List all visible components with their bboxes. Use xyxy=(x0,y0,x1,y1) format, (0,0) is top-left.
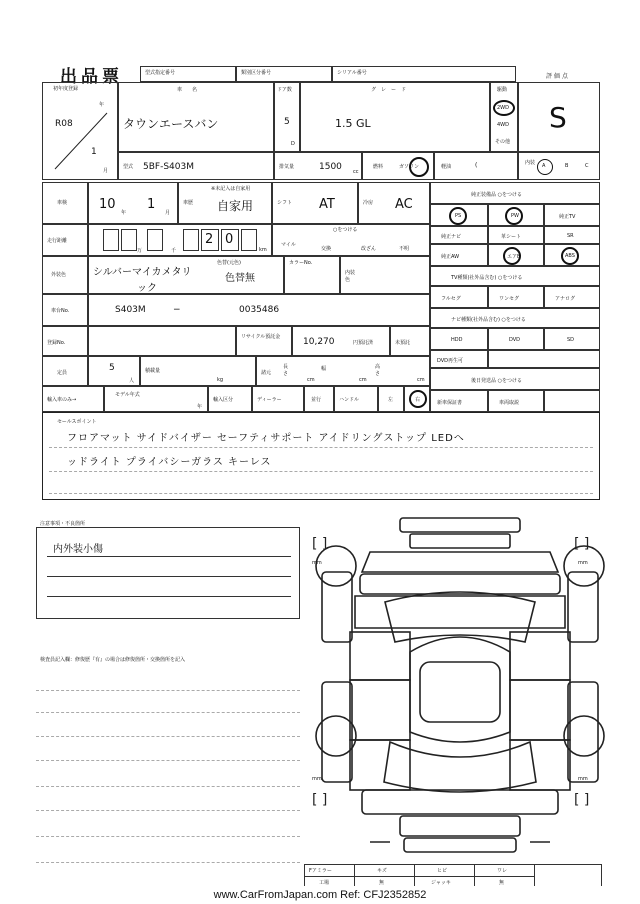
notes-rule xyxy=(47,596,291,597)
sen-unit: 千 xyxy=(171,248,177,254)
history-cell xyxy=(178,182,272,224)
inspector-label: 検査員記入欄：修復歴『有』の場合は修復箇所・交換箇所を記入 xyxy=(40,657,186,663)
navi-cell xyxy=(544,328,600,350)
drive-4wd: 4WD xyxy=(497,122,509,128)
doors-label: ドア数 xyxy=(277,87,292,93)
dvd-blank xyxy=(488,350,600,368)
svg-text:[ ]: [ ] xyxy=(312,792,328,808)
inspector-rule xyxy=(36,836,300,837)
reg-cell xyxy=(88,326,236,356)
fuel-cell xyxy=(362,152,434,180)
first-reg-year: R08 xyxy=(55,119,73,129)
notes-text: 内外装小傷 xyxy=(53,544,103,555)
inspection-month-unit: 月 xyxy=(165,210,171,216)
docs-title: 後日発送品 ○をつける xyxy=(471,378,522,384)
orig-color-label: 色替(元色) xyxy=(217,260,241,266)
load-cell xyxy=(140,356,256,386)
chassis-dash: − xyxy=(173,305,181,315)
legend-table xyxy=(304,864,602,888)
exterior: シルバーマイカメタリ xyxy=(93,267,192,278)
grade-cell xyxy=(300,82,490,152)
reg-label-cell xyxy=(42,326,88,356)
model-year-cell xyxy=(104,386,208,412)
recycle-unpaid-cell xyxy=(390,326,430,356)
drive-circle xyxy=(493,100,515,116)
drive-cell xyxy=(490,82,518,152)
mileage-digit-box xyxy=(221,229,239,251)
doors: 5 xyxy=(284,117,290,127)
navi-title-cell xyxy=(430,308,600,328)
legend-value-text: 工場 xyxy=(319,880,330,886)
history-label: 車歴 xyxy=(183,200,194,206)
model-year-unit: 年 xyxy=(197,404,203,410)
exterior-cell xyxy=(88,256,284,294)
dims-label: 諸元 xyxy=(261,370,272,376)
recycle: 10,270 xyxy=(303,337,335,347)
import-class-cell xyxy=(208,386,252,412)
inspection-label-cell xyxy=(42,182,88,224)
light-oil-cell xyxy=(434,152,518,180)
inspection-year: 10 xyxy=(99,197,116,212)
navi-sd: SD xyxy=(567,337,575,343)
handle-label: ハンドル xyxy=(339,397,360,403)
svg-text:[ ]: [ ] xyxy=(574,536,590,552)
fuel-label: 燃料 xyxy=(373,164,384,170)
navi-dvd: DVD xyxy=(509,337,521,343)
recycle-unpaid: 未預託 xyxy=(395,340,411,346)
legend-value-text: ジャッキ xyxy=(431,880,451,886)
eq-cell xyxy=(544,244,600,266)
sales-rule xyxy=(49,493,593,494)
chassis-no: 0035486 xyxy=(239,305,280,315)
recycle-cell xyxy=(292,326,390,356)
eq-cell xyxy=(544,204,600,226)
model: 5BF-S403M xyxy=(143,162,194,172)
month-unit: 月 xyxy=(103,168,109,174)
category-box xyxy=(236,66,332,82)
light-oil-label: 軽油 xyxy=(441,164,452,170)
grade-label: グ レ ー ド xyxy=(371,87,407,93)
km-unit: km xyxy=(259,247,267,253)
tv-analog: アナログ xyxy=(555,296,576,302)
interior-c: C xyxy=(585,163,589,169)
docs-title-cell xyxy=(430,368,600,390)
shift-cell xyxy=(272,182,358,224)
mileage-digit: 0 xyxy=(225,232,234,247)
chassis-label-cell xyxy=(42,294,88,326)
tv-title: TV種類(社外品含む) ○をつける xyxy=(451,275,523,281)
inspector-rule xyxy=(36,810,300,811)
left-cell xyxy=(378,386,404,412)
interior-color-label: 内装色 xyxy=(345,270,356,283)
navi-cell xyxy=(488,328,544,350)
mileage-label-cell xyxy=(42,224,88,256)
mm-label: mm xyxy=(578,560,588,566)
inspector-rule xyxy=(36,690,300,691)
ac: AC xyxy=(395,197,413,212)
ac-cell xyxy=(358,182,430,224)
recycle-label: リサイクル預託金 xyxy=(241,334,281,340)
tv-one: ワンセグ xyxy=(499,296,520,302)
displacement: 1500 xyxy=(319,162,342,172)
import-label-cell xyxy=(42,386,104,412)
right-cell xyxy=(404,386,430,412)
interior-b: B xyxy=(565,163,569,169)
exterior-cont: ック xyxy=(137,283,157,294)
docs-manual: 車両取説 xyxy=(499,400,520,406)
shift: AT xyxy=(319,197,335,212)
inspection-label: 車検 xyxy=(57,200,68,206)
eq-cell xyxy=(544,226,600,244)
recycle-label-cell xyxy=(236,326,292,356)
navi-title: ナビ種類(社外品含む) ○をつける xyxy=(451,317,526,323)
dealer-cell xyxy=(252,386,304,412)
score-label: 評 価 点 xyxy=(546,73,568,80)
document-title: 出品票 xyxy=(60,67,123,87)
category-label: 類別区分番号 xyxy=(241,70,272,76)
eq-tv: 純正TV xyxy=(559,214,576,220)
navi-hdd: HDD xyxy=(451,337,463,343)
footer-watermark: www.CarFromJapan.com Ref: CFJ2352852 xyxy=(0,886,640,904)
interior-label: 内装 xyxy=(525,160,536,166)
displacement-cell xyxy=(274,152,362,180)
model-label: 型式 xyxy=(123,164,134,170)
eq-cell xyxy=(430,226,488,244)
svg-text:[ ]: [ ] xyxy=(574,792,590,808)
sales-line-1: フロアマット サイドバイザー セーフティサポート アイドリングストップ LEDへ xyxy=(67,433,465,444)
import-class-label: 輸入区分 xyxy=(213,397,234,403)
eq-abs-circle xyxy=(561,247,579,265)
serial-label: シリアル番号 xyxy=(337,70,367,76)
eq-cell xyxy=(488,244,544,266)
handle-cell xyxy=(334,386,378,412)
eq-cell xyxy=(430,204,488,226)
year-unit: 年 xyxy=(99,102,105,108)
sales-rule xyxy=(49,447,593,448)
width-label: 幅 xyxy=(321,366,327,372)
dvd-label: DVD再生可 xyxy=(437,358,464,364)
inspection-cell xyxy=(88,182,178,224)
grade: 1.5 GL xyxy=(335,117,371,130)
chassis-label: 車台No. xyxy=(51,308,70,314)
shift-label: シフト xyxy=(277,200,293,206)
eq-pw: PW xyxy=(511,213,519,219)
car-diagram xyxy=(300,512,620,874)
interior-color-cell xyxy=(340,256,430,294)
serial-box xyxy=(332,66,516,82)
mm-label: mm xyxy=(312,560,322,566)
right-label: 右 xyxy=(415,397,421,403)
eq-sr: SR xyxy=(567,233,574,239)
eq-cell xyxy=(488,204,544,226)
exterior-label-cell xyxy=(42,256,88,294)
mileage-cell xyxy=(88,224,272,256)
reg-label: 登録No. xyxy=(47,340,66,346)
legend-header-text: キズ xyxy=(377,868,387,874)
svg-text:[ ]: [ ] xyxy=(312,536,328,552)
docs-cell xyxy=(430,390,488,412)
cm-unit: cm xyxy=(307,377,315,383)
displacement-label: 排気量 xyxy=(279,164,295,170)
mileage-mark-cell xyxy=(272,224,430,256)
legend-header xyxy=(415,865,475,877)
capacity-cell xyxy=(88,356,140,386)
car-name: タウンエースバン xyxy=(123,117,219,131)
mm-label: mm xyxy=(312,776,322,782)
eq-pw-circle xyxy=(505,207,523,225)
interior-cell xyxy=(518,152,600,180)
mileage-label: 走行距離 xyxy=(47,238,68,244)
recycle-tax: 円預託済 xyxy=(353,340,374,346)
mileage-digit-box xyxy=(183,229,199,251)
inspector-rule xyxy=(36,712,300,713)
sales-line-2: ッドライト プライバシーガラス キーレス xyxy=(67,457,272,468)
man-unit: 万 xyxy=(137,248,143,254)
unknown-label: 不明 xyxy=(399,246,410,252)
notes-label: 注意事項・不良箇所 xyxy=(40,521,86,527)
eq-navi: 純正ナビ xyxy=(441,234,462,240)
inspector-rule xyxy=(36,736,300,737)
fuel: ガソリン xyxy=(399,164,420,170)
tv-cell xyxy=(430,286,488,308)
history: 自家用 xyxy=(217,199,254,213)
dealer-label: ディーラー xyxy=(257,397,282,403)
legend-value-text: 無 xyxy=(499,880,505,886)
color-no-cell xyxy=(284,256,340,294)
sales-label: セールスポイント xyxy=(57,419,97,425)
legend-header-text: Fアミラー xyxy=(309,868,332,874)
dvd-cell xyxy=(430,350,488,368)
eq-ps-circle xyxy=(449,207,467,225)
notes-box xyxy=(36,527,300,619)
eq-abs: ABS xyxy=(565,253,575,259)
cm-unit: cm xyxy=(359,377,367,383)
swap-label: 交換 xyxy=(321,246,332,252)
ac-label: 冷房 xyxy=(363,200,374,206)
history-note: ※未記入は自家用 xyxy=(211,186,251,192)
mileage-digit: 2 xyxy=(205,232,214,247)
model-cert-box xyxy=(140,66,236,82)
fuel-circle xyxy=(409,157,429,177)
cm-unit: cm xyxy=(417,377,425,383)
color-change: 色替無 xyxy=(225,273,255,284)
score-cell xyxy=(518,82,600,152)
eq-cell xyxy=(430,244,488,266)
door-unit: D xyxy=(291,141,295,147)
legend-header-text: ワレ xyxy=(497,868,508,874)
capacity: 5 xyxy=(109,363,115,373)
exterior-label: 外装色 xyxy=(51,272,67,278)
car-name-cell xyxy=(118,82,274,152)
length-label: 長さ xyxy=(283,364,289,377)
legend-header xyxy=(305,865,355,877)
score: S xyxy=(549,101,567,134)
eq-airbag: エアB xyxy=(507,254,521,260)
legend-value-text: 無 xyxy=(379,880,385,886)
import-label: 輸入車のみ→ xyxy=(47,397,77,403)
genuine-title-cell xyxy=(430,182,600,204)
mileage-digit-box xyxy=(103,229,119,251)
chassis-cell xyxy=(88,294,430,326)
notes-rule xyxy=(47,556,291,557)
drive-label: 駆動 xyxy=(497,87,508,93)
mileage-digit-box xyxy=(147,229,163,251)
inspector-rule xyxy=(36,760,300,761)
drive-2wd: 2WD xyxy=(497,105,509,111)
model-cert-label: 型式指定番号 xyxy=(145,70,176,76)
chassis-model: S403M xyxy=(115,305,146,315)
interior-a: A xyxy=(542,163,546,169)
first-reg-cell xyxy=(42,82,118,180)
notes-rule xyxy=(47,576,291,577)
inspection-month: 1 xyxy=(147,197,156,212)
first-reg-month: 1 xyxy=(91,147,97,157)
legend-header xyxy=(355,865,415,877)
left-label: 左 xyxy=(388,397,394,403)
inspector-rule xyxy=(36,786,300,787)
person-unit: 人 xyxy=(129,378,135,384)
doors-cell xyxy=(274,82,300,152)
legend-header-text: ヒビ xyxy=(437,868,448,874)
eq-aw: 純正AW xyxy=(441,254,460,260)
tv-cell xyxy=(488,286,544,308)
mileage-digit-box xyxy=(201,229,219,251)
mileage-mark-label: ○をつける xyxy=(333,227,358,233)
paren-open: ( xyxy=(475,162,478,169)
tv-title-cell xyxy=(430,266,600,286)
load-label: 積載量 xyxy=(145,368,161,374)
mileage-digit-box xyxy=(241,229,257,251)
drive-other: その他 xyxy=(495,139,511,145)
model-cell xyxy=(118,152,274,180)
kg-unit: kg xyxy=(217,377,224,383)
genuine-title: 純正装備品 ○をつける xyxy=(471,192,522,198)
mileage-digit-box xyxy=(121,229,137,251)
height-label: 高さ xyxy=(375,364,381,377)
eq-cell xyxy=(488,226,544,244)
eq-ps: PS xyxy=(455,213,462,219)
parallel-cell xyxy=(304,386,334,412)
car-name-label: 車 名 xyxy=(177,87,198,93)
mm-label: mm xyxy=(578,776,588,782)
cc-unit: cc xyxy=(353,169,359,175)
inspector-rule xyxy=(36,862,300,863)
eq-airbag-circle xyxy=(503,247,521,265)
eq-leather: 革シート xyxy=(501,234,522,240)
sales-box xyxy=(42,412,600,500)
capacity-label-cell xyxy=(42,356,88,386)
docs-cell xyxy=(488,390,544,412)
color-no-label: カラーNo. xyxy=(289,260,313,266)
tv-cell xyxy=(544,286,600,308)
mile-label: マイル xyxy=(281,242,296,248)
dims-cell xyxy=(256,356,430,386)
docs-warranty: 新車保証書 xyxy=(437,400,463,406)
reset-label: 改ざん xyxy=(361,246,377,252)
parallel-label: 並行 xyxy=(311,397,322,403)
model-year-label: モデル年式 xyxy=(115,392,140,398)
legend-header xyxy=(475,865,535,877)
tv-full: フルセグ xyxy=(441,296,461,302)
capacity-label: 定員 xyxy=(57,370,68,376)
docs-cell xyxy=(544,390,600,412)
navi-cell xyxy=(430,328,488,350)
sales-rule xyxy=(49,471,593,472)
inspection-year-unit: 年 xyxy=(121,210,127,216)
right-circle xyxy=(409,390,427,408)
first-reg-label: 初年度登録 xyxy=(53,86,79,92)
